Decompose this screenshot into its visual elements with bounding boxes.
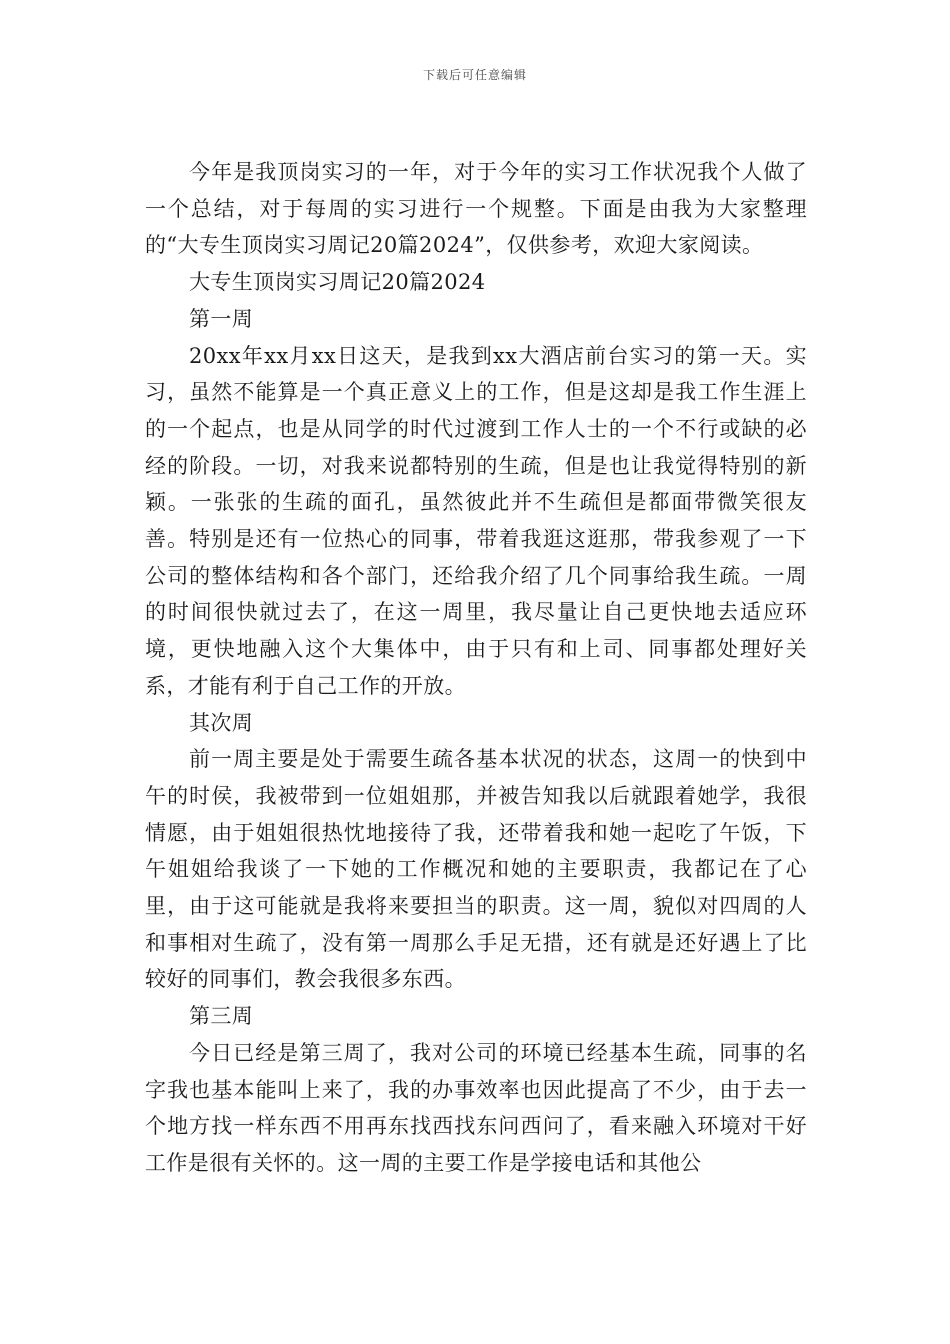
week2-paragraph: 前一周主要是处于需要生疏各基本状况的状态，这周一的快到中午的时侯，我被带到一位姐姐那，并被告知我以后就跟着她学，我很情愿，由于姐姐很热忱地接待了我，还带着我和她一起吃了午饭，下午姐姐给我谈了一下她的工作概况和她的主要职责，我都记在了心里，由于这可能就是我将来要担当的职责。这一周，貌似对四周的人和事相对生疏了，没有第一周那么手足无措，还有就是还好遇上了比较好的同事们，教会我很多东西。 xyxy=(145,747,807,992)
intro-paragraph: 今年是我顶岗实习的一年，对于今年的实习工作状况我个人做了一个总结，对于每周的实习进行一个规整。下面是由我为大家整理的“大专生顶岗实习周记20篇2024”，仅供参考，欢迎大家阅读。 xyxy=(145,160,807,258)
week3-heading: 第三周 xyxy=(189,1004,254,1029)
document-body xyxy=(145,154,807,1182)
week1-paragraph: 20xx年xx月xx日这天，是我到xx大酒店前台实习的第一天。实习，虽然不能算是一个真正意义上的工作，但是这却是我工作生涯上的一个起点，也是从同学的时代过渡到工作人士的一个不行或缺的必经的阶段。一切，对我来说都特别的生疏，但是也让我觉得特别的新颖。一张张的生疏的面孔，虽然彼此并不生疏但是都面带微笑很友善。特别是还有一位热心的同事，带着我逛这逛那，带我参观了一下公司的整体结构和各个部门，还给我介绍了几个同事给我生疏。一周的时间很快就过去了，在这一周里，我尽量让自己更快地去适应环境，更快地融入这个大集体中，由于只有和上司、同事都处理好关系，才能有利于自己工作的开放。 xyxy=(145,343,807,698)
week1-heading: 第一周 xyxy=(189,306,254,331)
document-title: 大专生顶岗实习周记20篇2024 xyxy=(189,270,486,295)
header-note: 下载后可任意编辑 xyxy=(422,68,527,82)
week3-paragraph: 今日已经是第三周了，我对公司的环境已经基本生疏，同事的名字我也基本能叫上来了，我的办事效率也因此提高了不少，由于去一个地方找一样东西不用再东找西找东问西问了，看来融入环境对干好工作是很有关怀的。这一周的主要工作是学接电话和其他公 xyxy=(145,1040,807,1175)
week2-heading: 其次周 xyxy=(189,710,254,735)
